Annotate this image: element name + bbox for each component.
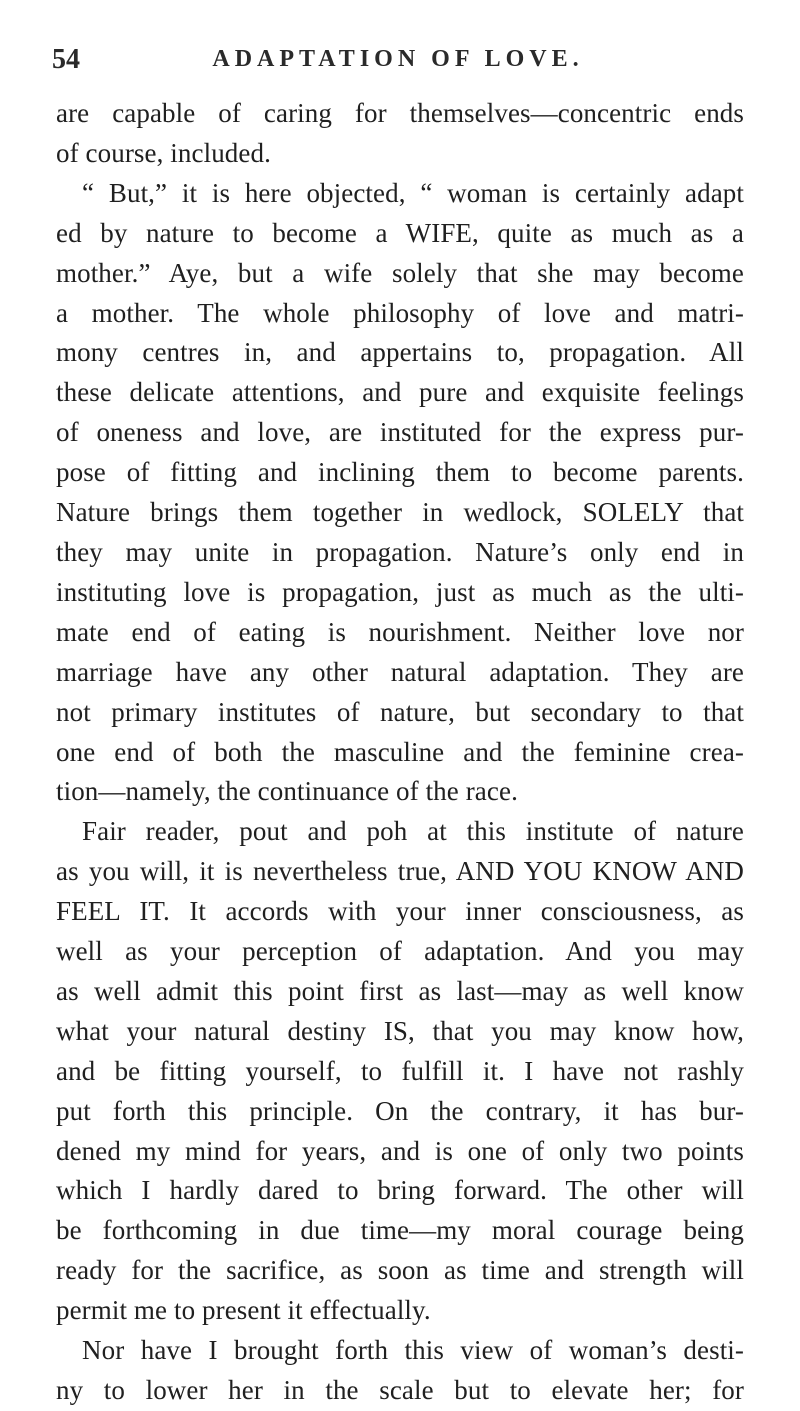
text-line: as well admit this point first as last—may as well know <box>56 975 744 1006</box>
text-line: instituting love is propagation, just as much as the ulti- <box>56 576 744 607</box>
text-line: not primary institutes of nature, but secondary to that <box>56 696 744 727</box>
text-line: are capable of caring for themselves—concentric ends <box>56 98 744 128</box>
text-line: one end of both the masculine and the feminine crea- <box>56 736 744 767</box>
text-line: Nature brings them together in wedlock, SOLELY that <box>56 497 744 528</box>
body-text <box>56 94 744 1411</box>
text-line: these delicate attentions, and pure and exquisite feelings <box>56 377 744 408</box>
text-line: well as your perception of adaptation. And you may <box>56 936 744 967</box>
text-line: permit me to present it effectually. <box>56 1295 431 1326</box>
text-line: Nor have I brought forth this view of woman’s desti- <box>82 1335 744 1366</box>
text-line: and be fitting yourself, to fulfill it. I have not rashly <box>56 1055 744 1086</box>
text-line: which I hardly dared to bring forward. The other will <box>56 1175 744 1206</box>
text-line: be forthcoming in due time—my moral courage being <box>56 1215 744 1246</box>
text-line: a mother. The whole philosophy of love and matri- <box>56 297 744 328</box>
text-line: marriage have any other natural adaptation. They are <box>56 656 744 687</box>
text-line: ed by nature to become a WIFE, quite as much as a <box>56 217 744 248</box>
running-title: ADAPTATION OF LOVE. <box>212 46 584 72</box>
text-line: mother.” Aye, but a wife solely that she may become <box>56 257 744 288</box>
text-line: put forth this principle. On the contrary, it has bur- <box>56 1095 744 1126</box>
text-line: FEEL IT. It accords with your inner consciousness, as <box>56 896 744 927</box>
text-line: pose of fitting and inclining them to become parents. <box>56 457 744 488</box>
text-line: mate end of eating is nourishment. Neither love nor <box>56 616 744 647</box>
text-line: as you will, it is nevertheless true, AND YOU KNOW AND <box>56 856 744 887</box>
text-line: of oneness and love, are instituted for the express pur- <box>56 417 744 448</box>
text-line: ready for the sacrifice, as soon as time and strength will <box>56 1255 744 1286</box>
text-line: what your natural destiny IS, that you may know how, <box>56 1015 744 1046</box>
text-line: “ But,” it is here objected, “ woman is certainly adapt <box>82 177 744 208</box>
text-line: of course, included. <box>56 137 271 168</box>
text-line: tion—namely, the continuance of the race. <box>56 776 518 807</box>
text-line: they may unite in propagation. Nature’s only end in <box>56 536 744 567</box>
text-line: ny to lower her in the scale but to elevate her; for <box>56 1375 744 1405</box>
running-head <box>52 44 744 78</box>
page-number: 54 <box>52 44 80 75</box>
text-line: Fair reader, pout and poh at this institute of nature <box>82 816 744 847</box>
text-line: dened my mind for years, and is one of only two points <box>56 1135 744 1166</box>
text-line: mony centres in, and appertains to, propagation. All <box>56 337 744 368</box>
